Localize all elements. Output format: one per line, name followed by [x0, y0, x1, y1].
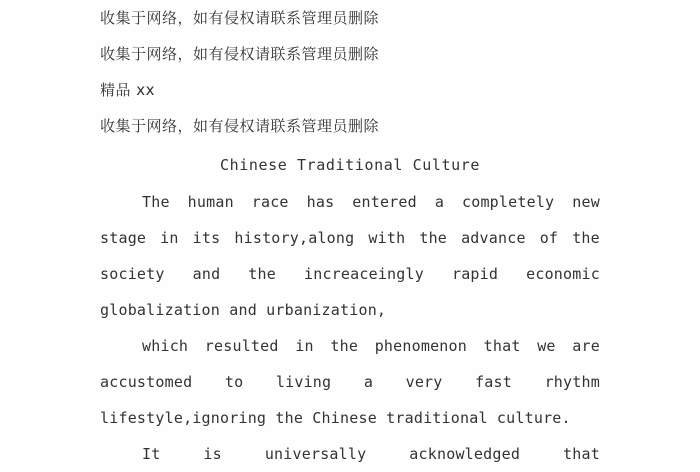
- document-body: [100, 0, 600, 472]
- header-line-2: 收集于网络，如有侵权请联系管理员删除: [100, 45, 380, 63]
- word: economic: [526, 265, 600, 283]
- word: that: [563, 445, 600, 463]
- word: human: [187, 193, 234, 211]
- word: new: [572, 193, 600, 211]
- word: we: [537, 337, 556, 355]
- word: are: [572, 337, 600, 355]
- word: race: [251, 193, 289, 211]
- word: has: [306, 193, 335, 211]
- word: rhythm: [544, 373, 600, 391]
- word: its: [192, 229, 221, 247]
- word: universally: [264, 445, 367, 463]
- word: increaceingly: [303, 265, 424, 283]
- word: acknowledged: [409, 445, 521, 463]
- word: very: [405, 373, 443, 391]
- word: of: [539, 229, 559, 247]
- word: advance: [461, 229, 526, 247]
- word: the: [419, 229, 448, 247]
- word: completely: [461, 193, 555, 211]
- paragraph-1-line-2: [100, 220, 600, 256]
- paragraph-2-line-1: [100, 328, 600, 364]
- paragraph-2: [100, 328, 600, 436]
- word: the: [572, 229, 600, 247]
- word: living: [275, 373, 332, 391]
- paragraph-1-line-1: [100, 184, 600, 220]
- word: phenomenon: [374, 337, 467, 355]
- paragraph-2-line-3: lifestyle,ignoring the Chinese traditional culture.: [100, 409, 571, 427]
- paragraph-1: [100, 184, 600, 328]
- word: in: [160, 229, 179, 247]
- word: a: [363, 373, 374, 391]
- word: to: [224, 373, 244, 391]
- word: It: [142, 445, 161, 463]
- word: with: [368, 229, 406, 247]
- word: The: [142, 193, 170, 211]
- word: stage: [100, 229, 147, 247]
- word: that: [483, 337, 521, 355]
- word: the: [330, 337, 359, 355]
- word: society: [100, 265, 165, 283]
- word: fast: [475, 373, 513, 391]
- word: entered: [352, 193, 417, 211]
- word: rapid: [451, 265, 499, 283]
- paragraph-3-line-1: [100, 436, 600, 472]
- paragraph-2-line-2: [100, 364, 600, 400]
- document-title: Chinese Traditional Culture: [219, 156, 481, 174]
- paragraph-1-line-3: [100, 256, 600, 292]
- word: in: [295, 337, 314, 355]
- header-line-1: 收集于网络，如有侵权请联系管理员删除: [100, 9, 380, 27]
- word: a: [434, 193, 445, 211]
- paragraph-3: [100, 436, 600, 472]
- word: is: [203, 445, 222, 463]
- header-line-4: 收集于网络，如有侵权请联系管理员删除: [100, 117, 380, 135]
- word: which: [142, 337, 189, 355]
- header-line-3: 精品 xx: [100, 81, 156, 99]
- word: history,along: [234, 229, 355, 247]
- word: resulted: [204, 337, 279, 355]
- paragraph-1-line-4: globalization and urbanization,: [100, 301, 387, 319]
- word: and: [192, 265, 221, 283]
- word: accustomed: [100, 373, 193, 391]
- word: the: [248, 265, 276, 283]
